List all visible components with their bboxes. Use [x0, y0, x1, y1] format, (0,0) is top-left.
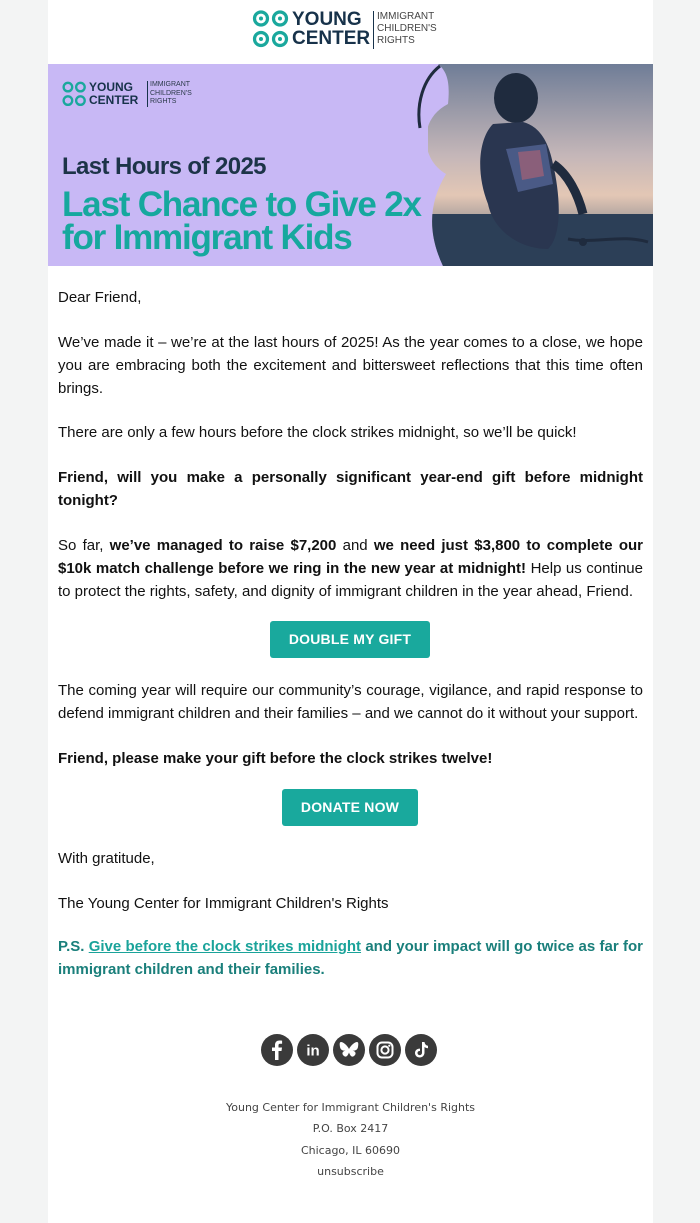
header-logo[interactable] — [252, 9, 452, 53]
svg-text:in: in — [306, 1042, 320, 1060]
progress-needed: we need just $3,800 to complete our $10k match challenge before we ring in the new year at midnight! — [58, 537, 643, 577]
facebook-icon[interactable] — [261, 1034, 293, 1066]
young-center-logo-mark-icon — [252, 9, 290, 49]
paragraph-ask: Friend, will you make a personally significant year-end gift before midnight tonight? — [58, 469, 643, 509]
logo-divider — [373, 11, 374, 49]
paragraph-quick: There are only a few hours before the clock strikes midnight, so we’ll be quick! — [58, 424, 577, 441]
ps-give-link[interactable]: Give before the clock strikes midnight — [88, 938, 362, 955]
hero-logo-young: YOUNG — [89, 80, 134, 94]
footer-city: Chicago, IL 60690 — [300, 1144, 401, 1157]
hero-title: Last Chance to Give 2x for Immigrant Kids — [62, 185, 421, 257]
hero-logo-center: CENTER — [89, 93, 139, 107]
progress-text-a: So far, — [58, 537, 110, 554]
logo-young-text: YOUNG — [292, 9, 362, 30]
tiktok-icon[interactable] — [405, 1034, 437, 1066]
double-my-gift-button[interactable]: DOUBLE MY GIFT — [270, 621, 430, 658]
progress-text-c: and — [336, 537, 374, 554]
hero-logo-subtitle: IMMIGRANT CHILDREN'S RIGHTS — [150, 81, 192, 105]
logo-subtitle: IMMIGRANT CHILDREN'S RIGHTS — [377, 11, 437, 46]
social-links — [261, 1034, 441, 1068]
paragraph-intro: We’ve made it – we’re at the last hours of 2025! As the year comes to a close, we hope you are embracing both the excitement and bittersweet reflections that this time often brings. — [58, 334, 643, 397]
signature: The Young Center for Immigrant Children's Rights — [58, 895, 389, 912]
linkedin-icon[interactable] — [297, 1034, 329, 1066]
hero-banner[interactable] — [48, 64, 653, 266]
progress-text-e: Help us continue to protect the rights, safety, and dignity of immigrant children in the year ahead, Friend. — [58, 560, 643, 600]
hero-logo-divider — [147, 81, 148, 107]
logo-center-text: CENTER — [292, 28, 371, 49]
instagram-icon[interactable] — [369, 1034, 401, 1066]
hero-kicker: Last Hours of 2025 — [62, 153, 266, 180]
ps-prefix: P.S. — [58, 938, 89, 955]
postscript — [58, 935, 643, 981]
greeting: Dear Friend, — [58, 289, 142, 306]
progress-raised: we’ve managed to raise $7,200 — [109, 537, 337, 554]
paragraph-progress — [58, 534, 643, 603]
closing: With gratitude, — [58, 850, 155, 867]
ps-rest: and your impact will go twice as far for immigrant children and their families. — [58, 938, 643, 978]
bluesky-icon[interactable] — [333, 1034, 365, 1066]
paragraph-coming-year: The coming year will require our community’s courage, vigilance, and rapid response to defend immigrant children and their families – and we cannot do it without your support. — [58, 682, 643, 722]
footer-po-box: P.O. Box 2417 — [312, 1122, 389, 1135]
hero-logo — [62, 80, 212, 110]
paragraph-urgent: Friend, please make your gift before the clock strikes twelve! — [58, 750, 493, 767]
unsubscribe-link[interactable]: unsubscribe — [317, 1165, 384, 1178]
hero-logo-mark-icon — [62, 80, 87, 108]
email-container — [48, 0, 653, 1223]
donate-now-button[interactable]: DONATE NOW — [282, 789, 418, 826]
footer-org: Young Center for Immigrant Children's Rights — [225, 1101, 476, 1114]
